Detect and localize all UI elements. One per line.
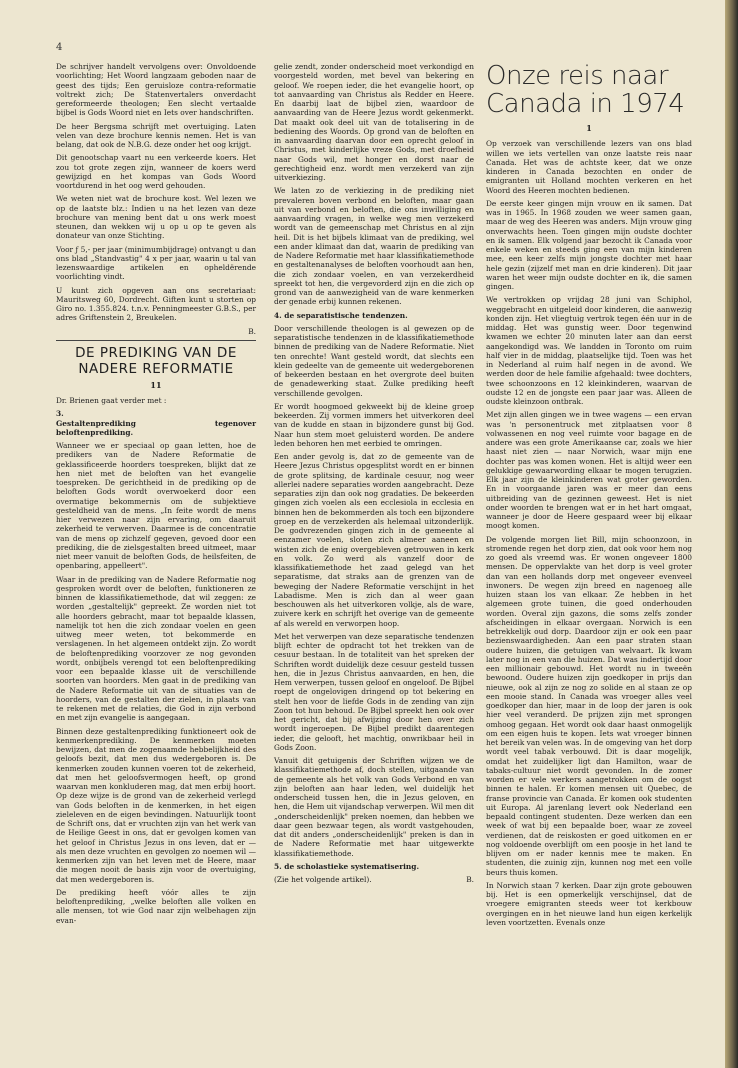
article-heading: DE PREDIKING VAN DE NADERE REFORMATIE <box>56 340 256 377</box>
book-spine <box>725 0 738 1068</box>
paragraph: Een ander gevolg is, dat zo de gemeente van de Heere Jezus Christus opgesplitst wordt en er binnen de grote splitsing, de kardinale cesuur, nog weer allerlei nadere separaties worden aangebracht. Deze separaties zijn dan ook nog gradaties. De bekeerden gingen zich voelen als een ecclesiola in ecclesia en binnen hen de bekommerden als toch een bijzondere groep en de verzekerden als helemaal uitzonderlijk. De godvrezenden gingen zich in de gemeente al eenzamer voelen, sloten zich almeer aaneen en wisten zich de enig overgebleven getrouwen in kerk en volk. Zo werd als vanzelf door de klassifikatiemethode het zaad gelegd van het separatisme, dat straks aan de grenzen van de beweging der Nadere Reformatie verschijnt in het Labadisme. Men is zich dan al weer gaan beschouwen als het uitverkoren volkje, als de ware, zuivere kerk en schrijft het overige van de gemeente af als wereld en verworpen hoop. <box>274 452 474 628</box>
intro-line: Dr. Brienen gaat verder met : <box>56 396 167 405</box>
section-heading <box>56 409 256 437</box>
continuation-note <box>274 875 474 884</box>
continued-text: (Zie het volgende artikel). <box>274 875 372 884</box>
paragraph: U kunt zich opgeven aan ons secretariaat: Mauritsweg 60, Dordrecht. Giften kunt u storten op Giro no. 1.355.824. t.n.v. Penningmeester G.B.S., per adres Griftenstein 2, Breukelen. <box>56 285 256 323</box>
section-heading <box>274 311 474 320</box>
section-heading <box>274 862 474 871</box>
paragraph: De schrijver handelt vervolgens over: Onvoldoende voorlichting; Het Woord langzaam geboden naar de geest des tijds; Een geruisloze contra-reformatie voltrekt zich; De Statenvertalers onverdacht gereformeerde theologen; Een slecht vertaalde bijbel is Gods Woord niet en Iets over handschriften. <box>56 62 256 118</box>
paragraph: De volgende morgen liet Bill, mijn schoonzoon, in stromende regen het dorp zien, dat ook voor hem nog zo goed als vreemd was. Er wonen ongeveer 1800 mensen. De oppervlakte van het dorp is veel groter dan van een hollands dorp met ongeveer evenveel inwoners. De wegen zijn breed en nagenoeg alle huizen staan los van elkaar. Ze hebben in het algemeen grote tuinen, die goed onderhouden worden. Overal zijn gazons, die soms zelfs zonder afscheidingen in elkaar overgaan. Norwich is een betrekkelijk oud dorp. Daardoor zijn er ook een paar bezienswaardigheden. Aan een paar straten staan oudere huizen, die getuigen van welvaart. Ik kwam later nog in een van die huizen. Dat was indertijd door een millionair gebouwd. Het wordt nu in tweeën bewoond. Oudere huizen zijn goedkoper in prijs dan nieuwe, ook al zijn ze nog zo solide en al staan ze op een mooie stand. In Canada was vroeger alles veel goedkoper dan hier, maar in de loop der jaren is ook hier veel veranderd. De prijzen zijn met sprongen omhoog gegaan. Het wordt ook daar haast onmogelijk om een eigen huis te kopen. Iets wat vroeger binnen het bereik van velen was. In de omgeving van het dorp wordt veel tabak verbouwd. Dit is daar mogelijk, omdat het zuidelijker ligt dan Hamilton, waar de tabaks-cultuur niet wordt gevonden. In de zomer worden er vele werkers aangetrokken om de oogst binnen te halen. Er komen mensen uit Quebec, de franse provincie van Canada. Er komen ook studenten uit Europa. Al jarenlang levert ook Nederland een bepaald contingent studenten. Deze werken dan een week of wat bij een bepaalde boer, waar ze zoveel verdienen, dat de reiskosten er goed uitkomen en er nog voldoende overblijft om een poosje in het land te blijven om er nader kennis mee te maken. En studenten, die zuinig zijn, kunnen nog met een volle beurs thuis komen. <box>486 534 692 877</box>
author-initial: B. <box>248 326 256 336</box>
column-3 <box>486 62 692 931</box>
paragraph: Binnen deze gestaltenprediking funktioneert ook de kenmerkenprediking. De kenmerken moeten bewijzen, dat men de zogenaamde hebbelijkheid des geloofs bezit, dat men dus wedergeboren is. De kenmerken zouden kunnen voeren tot de zekerheid, dat men het geloofsvermogen heeft, op grond waarvan men konkluderen mag, dat men erbij hoort. Op deze wijze is de grond van de zekerheid verlegd van Gods beloften in de kenmerken, in het eigen zieleleven en de eigen bevindingen. Natuurlijk toont de Schrift ons, dat er vruchten zijn van het werk van de Heilige Geest in ons, dat er gevolgen komen van het geloof in Christus Jezus in ons leven, dat er — als men deze vruchten en gevolgen zo noemen wil — kenmerken zijn van het leven met de Heere, maar die mogen nooit de basis zijn voor de overtuiging, dat men wedergeboren is. <box>56 726 256 884</box>
column-2 <box>274 62 474 888</box>
paragraph: Er wordt hoogmoed gekweekt bij de kleine groep bekeerden. Zij vormen immers het uitverkoren deel van de kudde en staan in bijzondere gunst bij God. Naar hun stem moet geluisterd worden. De andere leden behoren hen met eerbied te omringen. <box>274 401 474 448</box>
page-number: 4 <box>56 42 63 53</box>
paragraph: Vanuit dit getuigenis der Schriften wijzen we de klassifikatiemethode af, doch stellen, uitgaande van de gemeente als het volk van Gods Verbond en van zijn beloften aan haar leden, wel duidelijk het onderscheid tussen hen, die in Jezus geloven, en hen, die Hem uit vijandschap verwerpen. Wil men dit „onderscheidenlijk" preken noemen, dan hebben we daar geen bezwaar tegen, als wordt vastgehouden, dat dit anders „onderscheidenlijk" preken is dan in de Nadere Reformatie met haar uitgewerkte klassifikatiemethode. <box>274 756 474 858</box>
article-part-number: 1 <box>586 123 592 133</box>
column-1 <box>56 62 256 929</box>
article-part-number: 11 <box>150 379 162 390</box>
paragraph: Door verschillende theologen is al gewezen op de separatistische tendenzen in de klassifikatiemethode binnen de prediking van de Nadere Reformatie. Niet ten onrechte! Want gesteld wordt, dat slechts een klein gedeelte van de gemeente uit wedergeborenen of bekeerden bestaan en het overgrote deel buiten de genadewerking staat. Zulke prediking heeft verschillende gevolgen. <box>274 323 474 398</box>
paragraph: gelie zendt, zonder onderscheid moet verkondigd en voorgesteld worden, met bevel van bekering en geloof. We roepen ieder, die het evangelie hoort, op tot aanvaarding van Christus als Redder en Heere. En daarbij laat de bijbel zien, waardoor de aanvaarding van de Heere Jezus wordt gekenmerkt. Dat maakt ook deel uit van de totalisering in de bediening des Woords. Op grond van de beloften en in aanvaarding daarvan door een oprecht geloof in Christus, met kinderlijke vreze Gods, met droefheid naar Gods wil, met honger en dorst naar de gerechtigheid enz. wordt men verzekerd van zijn uitverkiezing. <box>274 62 474 182</box>
paragraph: Waar in de prediking van de Nadere Reformatie nog gesproken wordt over de beloften, funktioneren ze binnen de klassifikatiemethode, dat wil zeggen: ze worden „gestaltelijk" gepreekt. Ze worden niet tot alle hoorders gebracht, maar tot bepaalde klassen, namelijk tot hen die zich zondaar voelen en geen uitweg meer weten, tot bekommerde en verslagenen. In het algemeen ontdekt zijn. Zo wordt de beloftenprediking voorzover ze nog gevonden wordt, onbijbels verengd tot een beloftenprediking voor een bepaalde klasse uit de verschillende soorten van hoorders. Men gaat in de prediking van de Nadere Reformatie uit van de situaties van de hoorders, van de gestalten der zielen, in plaats van te rekenen met de relaties, die God in zijn verbond en met zijn evangelie is aangegaan. <box>56 574 256 723</box>
paragraph: Dit genootschap vaart nu een verkeerde koers. Het zou tot grote zegen zijn, wanneer de koers werd gewijzigd en het kompas van Gods Woord voortdurend in het oog werd gehouden. <box>56 153 256 190</box>
paragraph: We vertrokken op vrijdag 28 juni van Schiphol, weggebracht en uitgeleid door kinderen, die aanwezig konden zijn. Het vliegtuig vertrok tegen één uur in de middag. Het was gunstig weer. Door tegenwind kwamen we echter 20 minuten later aan dan eerst aangekondigd was. We landden in Toronto om ruim half vier in de middag, plaatselijke tijd. Toen was het in Nederland al ruim half negen in de avond. We werden door de hele familie afgehaald: twee dochters, twee schoonzoons en 12 kleinkinderen, waarvan de oudste 12 en de jongste een paar jaar was. Alleen de oudste kleinzoon ontbrak. <box>486 295 692 406</box>
paragraph: We weten niet wat de brochure kost. Wel lezen we op de laatste blz.: Indien u na het lezen van deze brochure van mening bent dat u ons werk moest steunen, dan wekken wij u op u op te geven als donateur van onze Stichting. <box>56 194 256 241</box>
section-number: 4. <box>274 310 282 320</box>
paragraph: We laten zo de verkiezing in de prediking niet prevaleren boven verbond en beloften, maar gaan uit van verbond en beloften, die ons inwilliging en aanvaarding vragen, in welke weg men verzekerd wordt van de gemeenschap met Christus en al zijn heil. Dit is het bijbels klimaat van de prediking, wel een ander klimaat dan dat, waarin de prediking van de Nadere Reformatie met haar klassifikatiemethode en gestaltenanalyses de beloften voorhoudt aan hen, die zich zondaar voelen, en van verzekerdheid spreekt tot hen, die vergevorderd zijn en die zich op grond van de aanwezigheid van de ware kenmerken der genade erbij kunnen rekenen. <box>274 186 474 307</box>
paragraph: De eerste keer gingen mijn vrouw en ik samen. Dat was in 1965. In 1968 zouden we weer samen gaan, maar de weg des Heeren was anders. Mijn vrouw ging onverwachts heen. Toen gingen mijn oudste dochter en ik samen. Elk volgend jaar bezocht ik Canada voor enkele weken en steeds ging een van mijn kinderen mee, een keer zelfs mijn jongste dochter met haar hele gezin (zijzelf met man en drie kinderen). Dit jaar waren het weer mijn oudste dochter en ik, die samen gingen. <box>486 198 692 291</box>
paragraph: Met het verwerpen van deze separatische tendenzen blijft echter de opdracht tot het trekken van de cesuur bestaan. In de totaliteit van het spreken der Schriften wordt duidelijk deze cesuur gesteld tussen hen, die in Jezus Christus aanvaarden, en hen, die Hem verwerpen, tussen geloof en ongeloof. De Bijbel roept de ongelovigen dringend op tot bekering en stelt hen voor de liefde Gods in de zending van zijn Zoon tot hun behoud. De Bijbel spreekt hen ook over het gericht, dat bij afwijzing door hen over zich wordt ingeroepen. De Bijbel predikt daarentegen ieder, die gelooft, het machtig, onwrikbaar heil in Gods Zoon. <box>274 631 474 752</box>
paragraph: De prediking heeft vóór alles te zijn beloftenprediking, „welke beloften alle volken en alle mensen, tot wie God naar zijn welbehagen zijn evan- <box>56 887 256 925</box>
author-initial: B. <box>466 875 474 884</box>
section-number: 5. <box>274 861 282 871</box>
paragraph: Op verzoek van verschillende lezers van ons blad willen we iets vertellen van onze laatste reis naar Canada. Het was de achtste keer, dat we onze kinderen in Canada bezochten en onder de emigranten uit Holland mochten verkeren en het Woord des Heeren mochten bedienen. <box>486 139 692 195</box>
section-title: Gestaltenprediking tegenover beloftenprediking. <box>56 418 256 437</box>
paragraph: Wanneer we er speciaal op gaan letten, hoe de predikers van de Nadere Reformatie de geklassificeerde hoorders toespreken, blijkt dat ze hen niet met de beloften van het evangelie toespreken. De gerichtheid in de prediking op de beloften Gods wordt overwoekerd door een overmatige bekommernis om de subjektieve gesteldheid van de mens. „In feite wordt de mens hier verwezen naar zijn ervaring, om daaruit zekerheid te verwerven. Daarmee is de concentratie van de mens op zichzelf gegeven, gevoed door een prediking, die de zielsgestalten breed uitmeet, maar niet meer vanuit de beloften Gods, de heilsfeiten, de openbaring, appelleert". <box>56 441 256 571</box>
paragraph: De heer Bergsma schrijft met overtuiging. Laten velen van deze brochure kennis nemen. Het is van belang, dat ook de N.B.G. deze onder het oog krijgt. <box>56 121 256 149</box>
paragraph: In Norwich staan 7 kerken. Daar zijn grote gebouwen bij. Het is een opmerkelijk verschijnsel, dat de vroegere emigranten steeds weer tot kerkbouw overgingen en in het nieuwe land hun eigen kerkelijk leven voortzetten. Evenals onze <box>486 880 692 927</box>
section-title: de separatistische tendenzen. <box>284 310 408 320</box>
section-title: de scholastieke systematisering. <box>284 861 420 871</box>
section-number: 3. <box>56 409 64 419</box>
paragraph: Voor ƒ 5,- per jaar (minimumbijdrage) ontvangt u dan ons blad „Standvastig" 4 x per jaar, waarin u tal van lezenswaardige artikelen en opheldërende voorlichting vindt. <box>56 244 256 282</box>
paragraph: Met zijn allen gingen we in twee wagens — een ervan was 'n personentruck met zitplaatsen voor 8 volwassenen en nog veel ruimte voor bagage en de andere was een grote Amerikaanse car, zoals we hier haast niet zien — naar Norwich, waar mijn ene dochter pas was komen wonen. Het is altijd weer een gelukkige gewaarwording elkaar te mogen terugzien. Elk jaar zijn de kleinkinderen wat groter geworden. En in voorgaande jaren was er meer dan eens uitbreiding van de gezinnen geweest. Het is niet onder woorden te brengen wat er in het hart omgaat, wanneer je door de Heere gespaard weer bij elkaar moogt komen. <box>486 410 692 531</box>
article-title: Onze reis naar Canada in 1974 <box>486 61 685 119</box>
